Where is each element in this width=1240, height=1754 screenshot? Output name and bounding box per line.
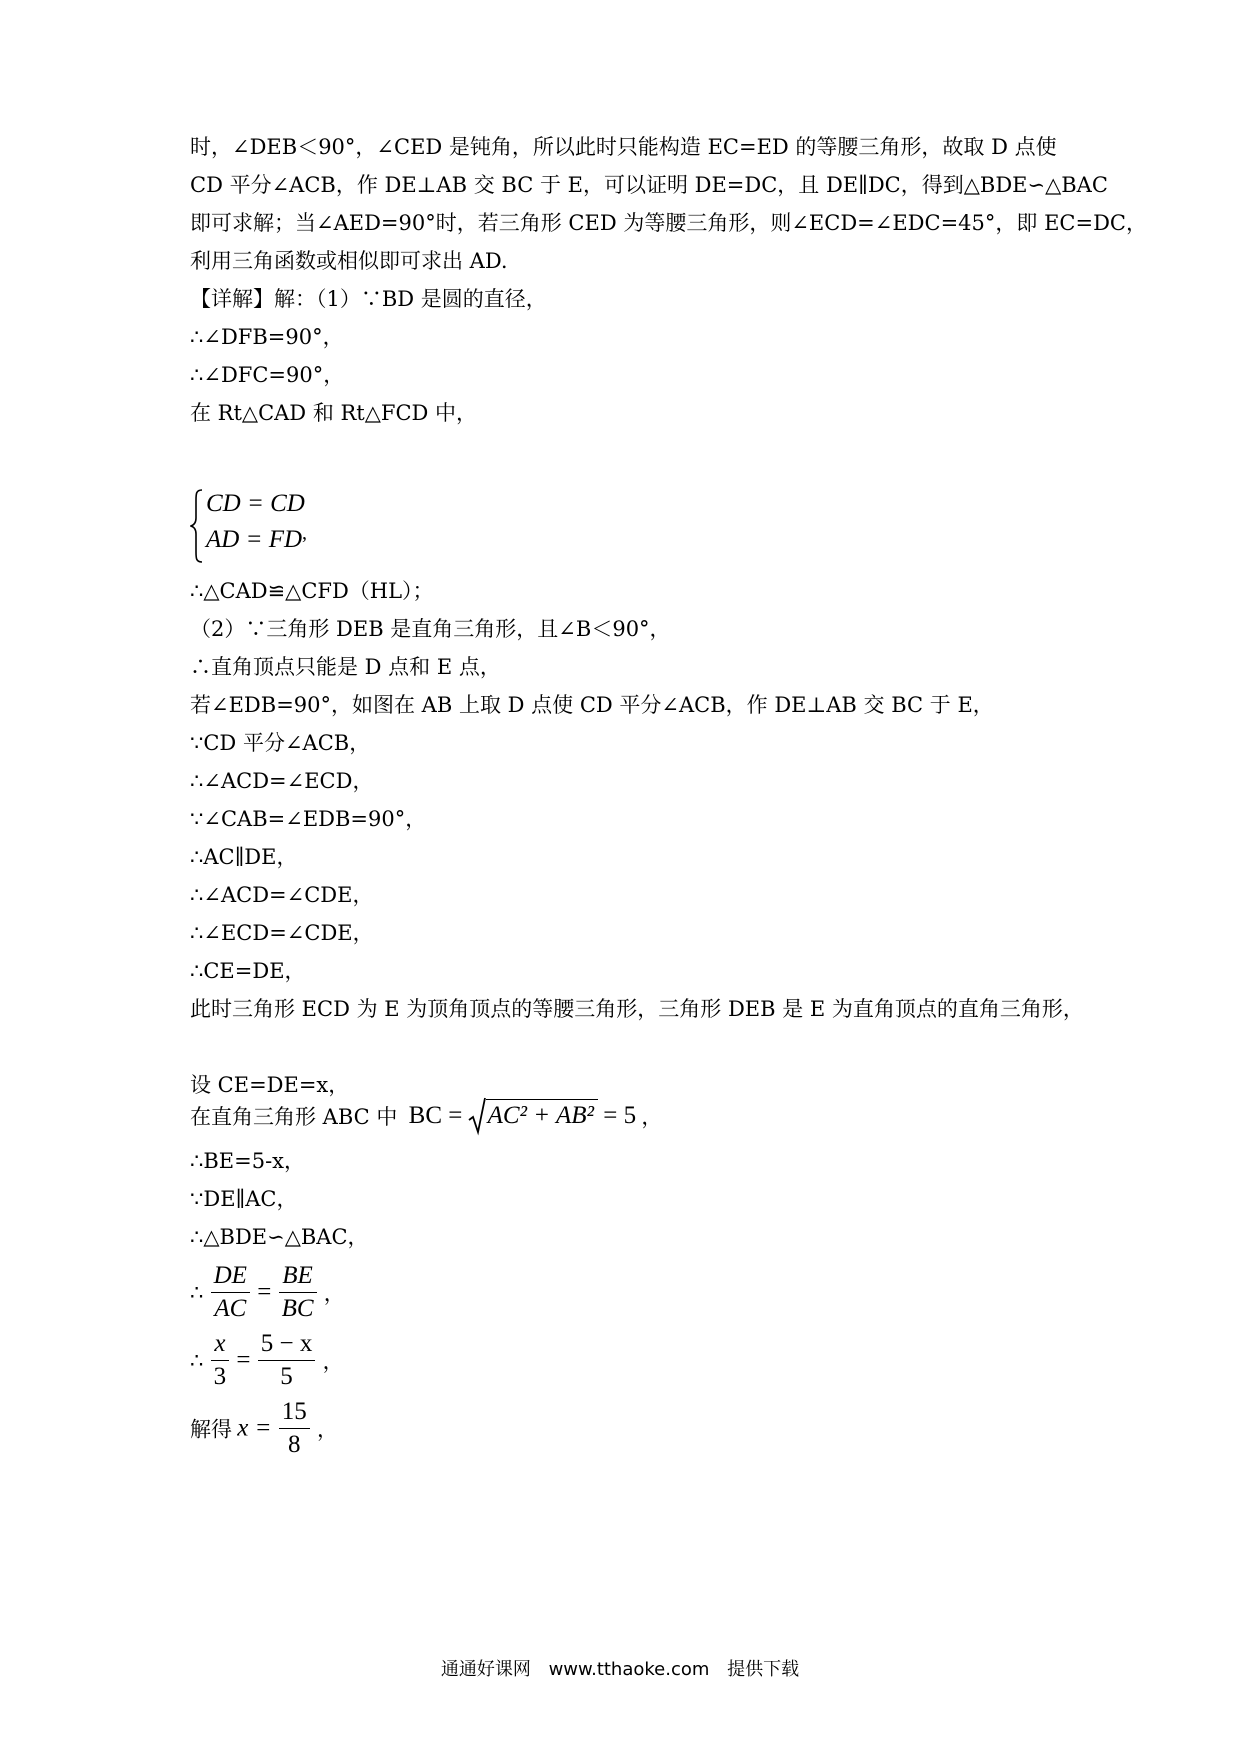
footer-site-name: 通通好课网: [440, 1659, 531, 1680]
equals-sign: =: [257, 1278, 272, 1306]
solve-suffix: ，: [316, 1417, 338, 1442]
equals-sign: =: [236, 1346, 251, 1374]
solve-variable: x =: [237, 1414, 272, 1442]
system-row-1: CD = CD: [206, 490, 305, 517]
text-line: 设 CE=DE=x，: [190, 1073, 350, 1097]
fraction-be-bc: [279, 1262, 317, 1323]
system-row-2: AD = FD: [206, 526, 303, 553]
ratio-equation-1: [190, 1262, 345, 1323]
left-brace-icon: [190, 488, 204, 564]
text-line: ∴△CAD≌△CFD（HL）；: [190, 579, 434, 603]
sqrt-icon: [468, 1096, 486, 1136]
bc-lhs: BC =: [408, 1102, 463, 1129]
text-line: ∴CE=DE，: [190, 959, 306, 983]
sqrt-expression: [468, 1096, 598, 1136]
footer-note: 提供下载: [727, 1659, 800, 1680]
text-line: ∴∠DFB=90°，: [190, 325, 344, 349]
text-line: ∴直角顶点只能是 D 点和 E 点，: [190, 655, 501, 679]
text-line: ∴BE=5-x，: [190, 1149, 306, 1173]
text-line: ∵∠CAB=∠EDB=90°，: [190, 807, 427, 831]
text-line: （2）∵三角形 DEB 是直角三角形，且∠B＜90°，: [190, 617, 671, 641]
ratio-suffix: ，: [323, 1281, 345, 1306]
bc-suffix: ，: [641, 1105, 663, 1129]
system-comma: ,: [302, 522, 307, 544]
fraction-numerator: BE: [279, 1262, 317, 1293]
text-line: 【详解】解：（1）∵BD 是圆的直径，: [190, 287, 547, 311]
fraction-numerator: DE: [211, 1262, 250, 1293]
bc-rhs: = 5: [603, 1102, 637, 1129]
text-line: ∴∠DFC=90°，: [190, 363, 345, 387]
text-line: ∵CD 平分∠ACB，: [190, 731, 371, 755]
fraction-5-minus-x-over-5: [258, 1330, 316, 1391]
fraction-x-3: [211, 1330, 230, 1391]
therefore-symbol: ∴: [190, 1348, 204, 1373]
fraction-numerator: 5 − x: [258, 1330, 316, 1361]
text-line: 利用三角函数或相似即可求出 AD.: [190, 249, 508, 273]
bc-prefix: 在直角三角形 ABC 中: [190, 1105, 398, 1129]
therefore-symbol: ∴: [190, 1280, 204, 1305]
fraction-numerator: 15: [279, 1398, 310, 1429]
ratio-equation-2: [190, 1330, 344, 1391]
bc-formula-line: [190, 1096, 662, 1136]
text-line: ∴AC∥DE，: [190, 845, 298, 869]
fraction-de-ac: [211, 1262, 250, 1323]
text-line: 若∠EDB=90°，如图在 AB 上取 D 点使 CD 平分∠ACB，作 DE⊥AB 交 BC 于 E，: [190, 693, 994, 717]
text-line: 在 Rt△CAD 和 Rt△FCD 中，: [190, 401, 478, 425]
ratio-suffix: ，: [322, 1349, 344, 1374]
fraction-denominator: 3: [213, 1363, 227, 1390]
text-line: ∴∠ECD=∠CDE，: [190, 921, 374, 945]
text-line: ∴∠ACD=∠CDE，: [190, 883, 374, 907]
text-line: ∴∠ACD=∠ECD，: [190, 769, 374, 793]
text-line: 时，∠DEB＜90°，∠CED 是钝角，所以此时只能构造 EC=ED 的等腰三角形，故取 D 点使: [190, 135, 1057, 159]
fraction-numerator: x: [211, 1330, 230, 1361]
solution-line: [190, 1398, 338, 1459]
fraction-15-over-8: [279, 1398, 310, 1459]
fraction-denominator: 8: [287, 1431, 301, 1458]
sqrt-radicand: AC² + AB²: [486, 1099, 598, 1129]
fraction-denominator: 5: [280, 1363, 293, 1390]
page-footer: [0, 1655, 1240, 1681]
fraction-denominator: AC: [214, 1295, 247, 1322]
solve-prefix: 解得: [190, 1417, 232, 1442]
fraction-denominator: BC: [281, 1295, 314, 1322]
text-line: 即可求解；当∠AED=90°时，若三角形 CED 为等腰三角形，则∠ECD=∠EDC=45°，即 EC=DC，: [190, 211, 1147, 235]
text-line: CD 平分∠ACB，作 DE⊥AB 交 BC 于 E，可以证明 DE=DC，且 DE∥DC，得到△BDE∽△BAC: [190, 173, 1108, 197]
footer-url[interactable]: www.tthaoke.com: [548, 1659, 710, 1680]
text-line: ∴△BDE∽△BAC，: [190, 1225, 369, 1249]
text-line: 此时三角形 ECD 为 E 为顶角顶点的等腰三角形，三角形 DEB 是 E 为直角顶点的直角三角形，: [190, 997, 1084, 1021]
text-line: ∵DE∥AC，: [190, 1187, 298, 1211]
